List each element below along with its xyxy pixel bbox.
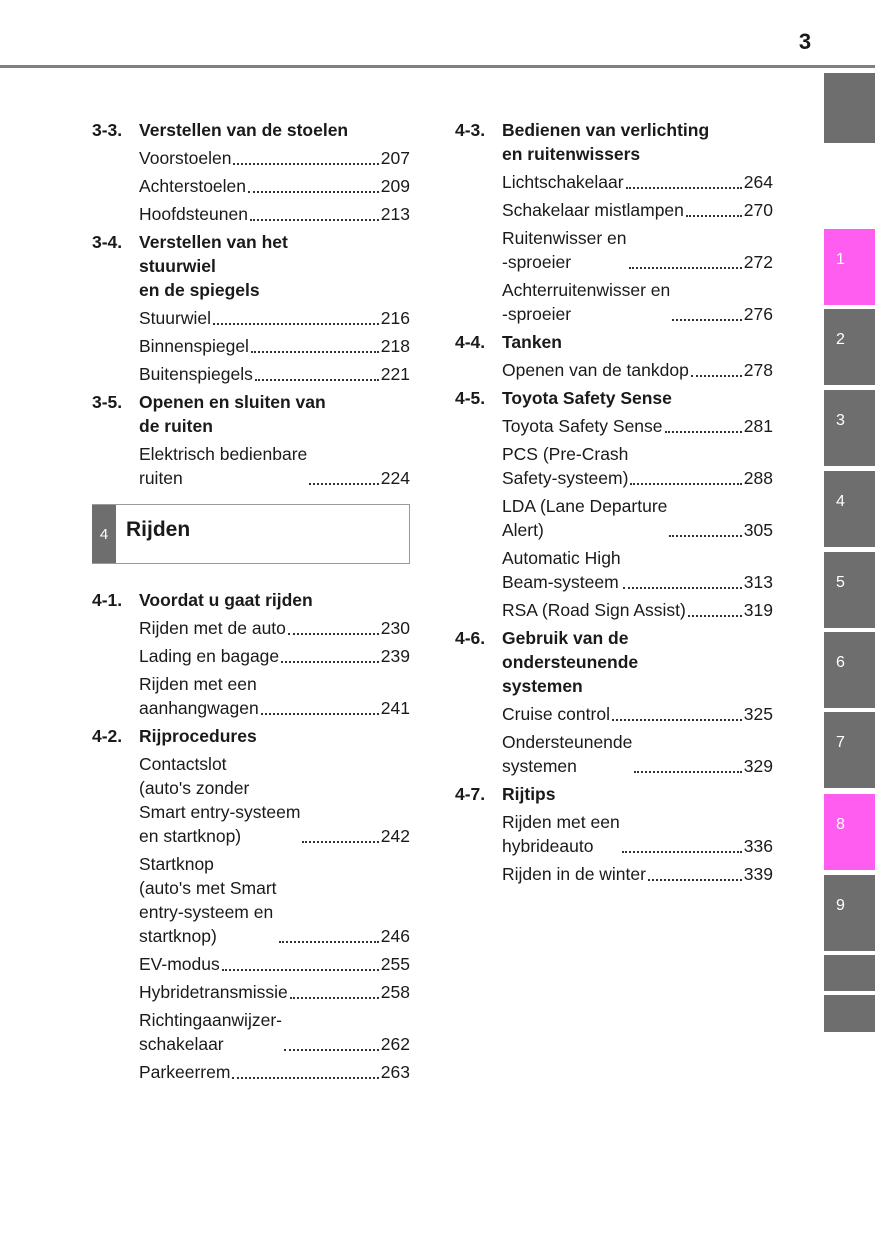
dot-leader xyxy=(648,878,742,881)
section-number: 4-7. xyxy=(455,784,486,804)
entry-page-number: 276 xyxy=(743,304,773,324)
entry-page-number: 246 xyxy=(380,926,410,946)
dot-leader xyxy=(309,482,379,485)
toc-entry[interactable] xyxy=(455,170,773,194)
toc-section xyxy=(92,724,410,1084)
entry-title: Richtingaanwijzer- schakelaar xyxy=(139,1010,282,1054)
section-number: 4-6. xyxy=(455,628,486,648)
dot-leader xyxy=(255,378,379,381)
chapter-tab-blank[interactable] xyxy=(824,955,875,991)
section-title xyxy=(92,724,410,748)
toc-section xyxy=(455,386,773,622)
chapter-tab-1[interactable]: 1 xyxy=(824,229,875,305)
entry-page-number: 288 xyxy=(743,468,773,488)
toc-entry[interactable] xyxy=(455,494,773,542)
entry-page-number: 262 xyxy=(380,1034,410,1054)
dot-leader xyxy=(665,430,742,433)
dot-leader xyxy=(248,190,379,193)
toc-section xyxy=(92,230,410,386)
dot-leader xyxy=(302,840,378,843)
chapter-tab-2[interactable]: 2 xyxy=(824,309,875,385)
section-title-text: Openen en sluiten van de ruiten xyxy=(139,392,326,436)
toc-left-column xyxy=(92,118,410,1088)
toc-entry[interactable] xyxy=(92,952,410,976)
entry-page-number: 216 xyxy=(380,308,410,328)
entry-title: Hybridetransmissie xyxy=(139,982,288,1002)
toc-entry[interactable] xyxy=(455,226,773,274)
section-title-text: Verstellen van het stuurwiel en de spiegels xyxy=(139,232,288,300)
toc-entry[interactable] xyxy=(455,862,773,886)
toc-section xyxy=(455,782,773,886)
entry-page-number: 329 xyxy=(743,756,773,776)
section-number: 3-3. xyxy=(92,120,123,140)
dot-leader xyxy=(622,850,742,853)
dot-leader xyxy=(669,534,741,537)
chapter-tab-8[interactable]: 8 xyxy=(824,794,875,870)
chapter-tab-blank[interactable] xyxy=(824,73,875,143)
dot-leader xyxy=(672,318,742,321)
toc-section xyxy=(455,626,773,778)
entry-page-number: 230 xyxy=(380,618,410,638)
entry-page-number: 255 xyxy=(380,954,410,974)
toc-section xyxy=(92,118,410,226)
section-number: 4-2. xyxy=(92,726,123,746)
section-number: 4-3. xyxy=(455,120,486,140)
section-number: 3-4. xyxy=(92,232,123,252)
dot-leader xyxy=(250,218,379,221)
entry-title: RSA (Road Sign Assist) xyxy=(502,600,686,620)
dot-leader xyxy=(691,374,742,377)
entry-title: Rijden met de auto xyxy=(139,618,286,638)
entry-page-number: 207 xyxy=(380,148,410,168)
toc-left-sections-b xyxy=(92,588,410,1084)
section-title-text: Voordat u gaat rijden xyxy=(139,590,313,610)
toc-section xyxy=(455,330,773,382)
entry-title: Voorstoelen xyxy=(139,148,232,168)
entry-title: Achterstoelen xyxy=(139,176,247,196)
section-title-text: Bedienen van verlichting en ruitenwissers xyxy=(502,120,710,164)
section-number: 4-1. xyxy=(92,590,123,610)
toc-entry[interactable] xyxy=(92,174,410,198)
entry-title: Ondersteunende systemen xyxy=(502,732,633,776)
toc-entry[interactable] xyxy=(92,672,410,720)
toc-entry[interactable] xyxy=(92,1008,410,1056)
dot-leader xyxy=(233,162,378,165)
entry-title: Ruitenwisser en -sproeier xyxy=(502,228,627,272)
entry-title: Elektrisch bedienbare ruiten xyxy=(139,444,308,488)
section-title xyxy=(92,118,410,142)
toc-entry[interactable] xyxy=(92,306,410,330)
toc-entry[interactable] xyxy=(455,358,773,382)
entry-page-number: 278 xyxy=(743,360,773,380)
entry-title: PCS (Pre-Crash Safety-systeem) xyxy=(502,444,629,488)
toc-entry[interactable] xyxy=(92,980,410,1004)
toc-right-sections xyxy=(455,118,773,886)
entry-title: Toyota Safety Sense xyxy=(502,416,663,436)
toc-entry[interactable] xyxy=(455,198,773,222)
dot-leader xyxy=(623,586,742,589)
dot-leader xyxy=(281,660,379,663)
dot-leader xyxy=(279,940,379,943)
dot-leader xyxy=(232,1076,378,1079)
entry-title: Rijden in de winter xyxy=(502,864,646,884)
entry-title: LDA (Lane Departure Alert) xyxy=(502,496,668,540)
section-title xyxy=(455,118,773,166)
toc-entry[interactable] xyxy=(92,616,410,640)
toc-entry[interactable] xyxy=(455,278,773,326)
toc-entry[interactable] xyxy=(92,146,410,170)
section-title-text: Verstellen van de stoelen xyxy=(139,120,349,140)
entry-title: Contactslot (auto's zonder Smart entry-systeem en startknop) xyxy=(139,754,301,846)
dot-leader xyxy=(688,614,742,617)
section-title-text: Rijtips xyxy=(502,784,556,804)
dot-leader xyxy=(222,968,379,971)
chapter-tab-blank[interactable] xyxy=(824,995,875,1032)
dot-leader xyxy=(686,214,742,217)
section-title xyxy=(92,230,410,302)
entry-title: Openen van de tankdop xyxy=(502,360,689,380)
page-number: 3 xyxy=(798,29,812,54)
entry-title: Buitenspiegels xyxy=(139,364,253,384)
toc-left-sections-a xyxy=(92,118,410,490)
chapter-tab-5[interactable]: 5 xyxy=(824,552,875,628)
entry-page-number: 239 xyxy=(380,646,410,666)
toc-entry[interactable] xyxy=(92,852,410,948)
entry-page-number: 241 xyxy=(380,698,410,718)
toc-entry[interactable] xyxy=(92,362,410,386)
entry-page-number: 263 xyxy=(380,1062,410,1082)
dot-leader xyxy=(626,186,742,189)
toc-entry[interactable] xyxy=(455,702,773,726)
chapter-tab-7[interactable]: 7 xyxy=(824,712,875,788)
dot-leader xyxy=(629,266,742,269)
entry-page-number: 221 xyxy=(380,364,410,384)
top-rule xyxy=(0,65,875,68)
dot-leader xyxy=(630,482,741,485)
section-title xyxy=(92,390,410,438)
section-title-text: Tanken xyxy=(502,332,562,352)
toc-entry[interactable] xyxy=(455,730,773,778)
entry-page-number: 272 xyxy=(743,252,773,272)
entry-title: Cruise control xyxy=(502,704,610,724)
entry-page-number: 218 xyxy=(380,336,410,356)
entry-title: EV-modus xyxy=(139,954,220,974)
dot-leader xyxy=(213,322,379,325)
entry-page-number: 336 xyxy=(743,836,773,856)
entry-page-number: 319 xyxy=(743,600,773,620)
entry-page-number: 281 xyxy=(743,416,773,436)
entry-page-number: 264 xyxy=(743,172,773,192)
dot-leader xyxy=(612,718,742,721)
dot-leader xyxy=(634,770,741,773)
entry-title: Stuurwiel xyxy=(139,308,211,328)
entry-title: Hoofdsteunen xyxy=(139,204,248,224)
toc-entry[interactable] xyxy=(92,334,410,358)
dot-leader xyxy=(284,1048,379,1051)
entry-title: Startknop (auto's met Smart entry-systeem en startknop) xyxy=(139,854,277,946)
entry-title: Schakelaar mistlampen xyxy=(502,200,684,220)
chapter-heading xyxy=(92,504,410,564)
entry-title: Parkeerrem xyxy=(139,1062,231,1082)
section-title xyxy=(455,626,773,698)
toc-entry[interactable] xyxy=(92,202,410,226)
entry-title: Lichtschakelaar xyxy=(502,172,624,192)
entry-title: Lading en bagage xyxy=(139,646,280,666)
toc-entry[interactable] xyxy=(92,1060,410,1084)
dot-leader xyxy=(288,632,379,635)
section-title xyxy=(455,386,773,410)
entry-page-number: 339 xyxy=(743,864,773,884)
section-number: 4-4. xyxy=(455,332,486,352)
entry-page-number: 242 xyxy=(380,826,410,846)
section-number: 4-5. xyxy=(455,388,486,408)
toc-section xyxy=(92,390,410,490)
dot-leader xyxy=(251,350,379,353)
toc-entry[interactable] xyxy=(455,414,773,438)
entry-title: Achterruitenwisser en -sproeier xyxy=(502,280,671,324)
entry-title: Binnenspiegel xyxy=(139,336,249,356)
entry-title: Automatic High Beam-systeem xyxy=(502,548,621,592)
entry-page-number: 209 xyxy=(380,176,410,196)
entry-page-number: 325 xyxy=(743,704,773,724)
section-title xyxy=(92,588,410,612)
section-title-text: Gebruik van de ondersteunende systemen xyxy=(502,628,639,696)
entry-page-number: 224 xyxy=(380,468,410,488)
section-title xyxy=(455,330,773,354)
entry-page-number: 213 xyxy=(380,204,410,224)
entry-title: Rijden met een hybrideauto xyxy=(502,812,620,856)
chapter-tab-6[interactable]: 6 xyxy=(824,632,875,708)
dot-leader xyxy=(290,996,379,999)
entry-page-number: 313 xyxy=(743,572,773,592)
toc-entry[interactable] xyxy=(455,546,773,594)
section-title xyxy=(455,782,773,806)
entry-page-number: 305 xyxy=(743,520,773,540)
toc-right-column xyxy=(455,118,773,890)
toc-entry[interactable] xyxy=(455,442,773,490)
toc-entry[interactable] xyxy=(455,598,773,622)
entry-page-number: 270 xyxy=(743,200,773,220)
chapter-tab-3[interactable]: 3 xyxy=(824,390,875,466)
toc-entry[interactable] xyxy=(92,442,410,490)
toc-entry[interactable] xyxy=(92,644,410,668)
section-title-text: Rijprocedures xyxy=(139,726,257,746)
chapter-tab-9[interactable]: 9 xyxy=(824,875,875,951)
dot-leader xyxy=(261,712,379,715)
toc-section xyxy=(455,118,773,326)
chapter-tab-4[interactable]: 4 xyxy=(824,471,875,547)
entry-title: Rijden met een aanhangwagen xyxy=(139,674,259,718)
chapter-title: Rijden xyxy=(126,518,191,541)
toc-entry[interactable] xyxy=(455,810,773,858)
entry-page-number: 258 xyxy=(380,982,410,1002)
section-title-text: Toyota Safety Sense xyxy=(502,388,672,408)
section-number: 3-5. xyxy=(92,392,123,412)
chapter-number: 4 xyxy=(92,505,116,563)
toc-entry[interactable] xyxy=(92,752,410,848)
toc-section xyxy=(92,588,410,720)
